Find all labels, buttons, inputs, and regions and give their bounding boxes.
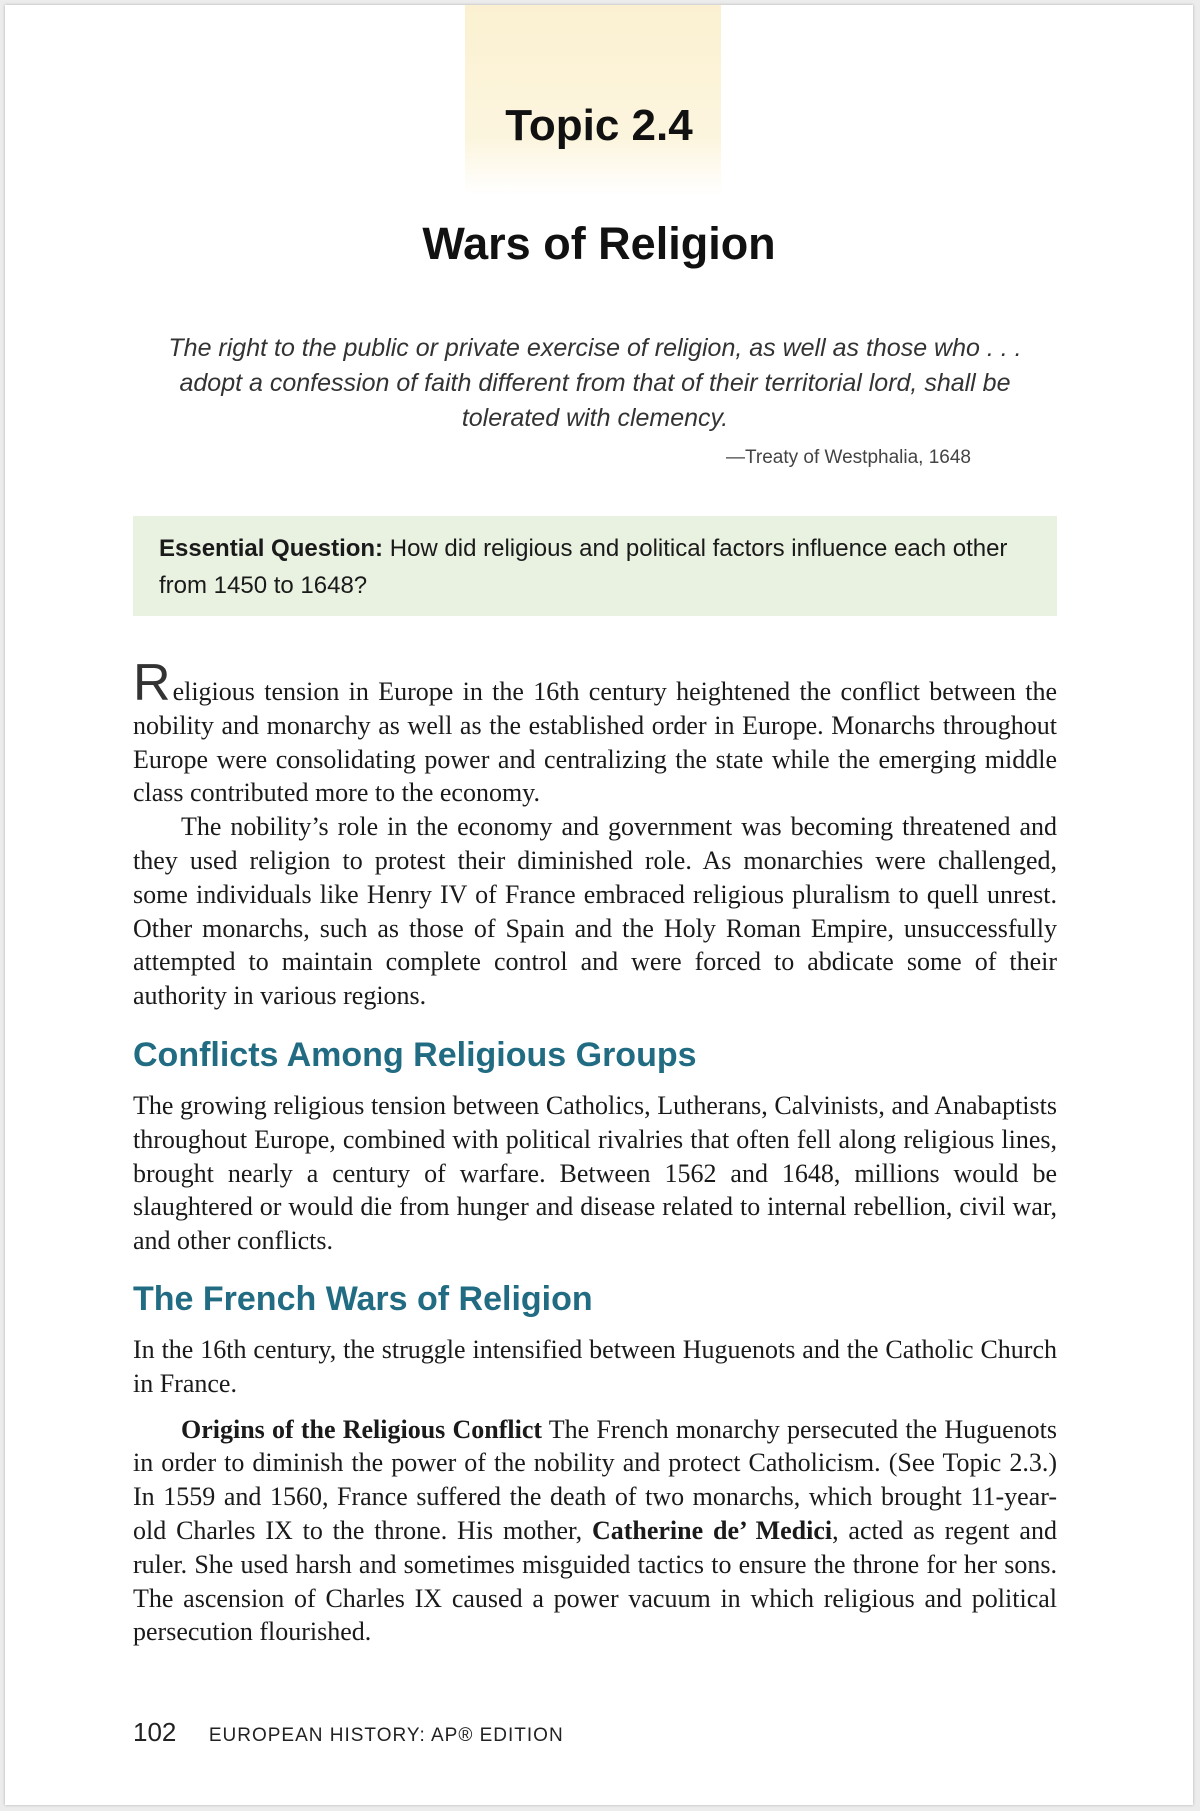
intro-text: [133, 654, 1057, 1013]
intro-paragraph-1: [133, 654, 1057, 810]
conflicts-paragraph: The growing religious tension between Catholics, Lutherans, Calvinists, and Anabaptists throughout Europe, combined with political rivalries that often fell along religious lines, brought nearly a century of warfare. Between 1562 and 1648, millions would be slaughtered or would die from hunger and disease related to internal rebellion, civil war, and other conflicts.: [133, 1091, 1057, 1256]
intro-paragraph-1-text: eligious tension in Europe in the 16th century heightened the conflict between the nobility and monarchy as well as the established order in Europe. Monarchs throughout Europe were consolidating power and centralizing the state while the emerging middle class contributed more to the economy.: [133, 677, 1057, 808]
essential-question-box: [133, 516, 1057, 616]
origins-text-b: , acted as regent and ruler. She used harsh and sometimes misguided tactics to ensure the throne for her sons. The ascension of Charles IX caused a power vacuum in which religious and political persecution flourished.: [133, 1515, 1057, 1647]
section-heading-french-wars: The French Wars of Religion: [133, 1280, 593, 1318]
essential-question-label: Essential Question:: [159, 535, 384, 562]
section-french-wars-text: [133, 1333, 1057, 1649]
epigraph-attribution: —Treaty of Westphalia, 1648: [725, 447, 971, 468]
page-footer: [133, 1717, 564, 1748]
epigraph-quote: The right to the public or private exercise of religion, as well as those who . . . adopt a confession of faith different from that of their territorial lord, shall be tolerated with clemency.: [168, 334, 1022, 432]
essential-question-text: How did religious and political factors influence each other from 1450 to 1648?: [159, 535, 1008, 599]
key-term-catherine: Catherine de’ Medici: [591, 1515, 833, 1545]
origins-run-in-heading: Origins of the Religious Conflict: [181, 1414, 543, 1444]
french-wars-paragraph-1: In the 16th century, the struggle intensified between Huguenots and the Catholic Church in France.: [133, 1335, 1057, 1398]
topic-tab: [465, 5, 721, 195]
intro-paragraph-2: The nobility’s role in the economy and government was becoming threatened and they used religion to protest their diminished role. As monarchies were challenged, some individuals like Henry IV of France embraced religious pluralism to quell unrest. Other monarchs, such as those of Spain and the Holy Roman Empire, unsuccessfully attempted to maintain complete control and were forced to abdicate some of their authority in various regions.: [133, 812, 1057, 1011]
section-conflicts-text: [133, 1089, 1057, 1258]
french-wars-paragraph-2: [133, 1413, 1057, 1650]
running-head: EUROPEAN HISTORY: AP® EDITION: [208, 1725, 564, 1746]
textbook-page: [5, 5, 1193, 1805]
section-heading-conflicts: Conflicts Among Religious Groups: [133, 1036, 697, 1074]
topic-label: Topic 2.4: [505, 101, 693, 150]
page-number: 102: [133, 1717, 177, 1747]
chapter-title: Wars of Religion: [422, 218, 776, 269]
origins-text-a: The French monarchy persecuted the Huguenots in order to diminish the power of the nobility and protect Catholicism. (See Topic 2.3.) In 1559 and 1560, France suffered the death of two monarchs, which brought 11-year-old Charles IX to the throne. His mother,: [133, 1414, 1057, 1545]
drop-cap: R: [133, 654, 171, 712]
